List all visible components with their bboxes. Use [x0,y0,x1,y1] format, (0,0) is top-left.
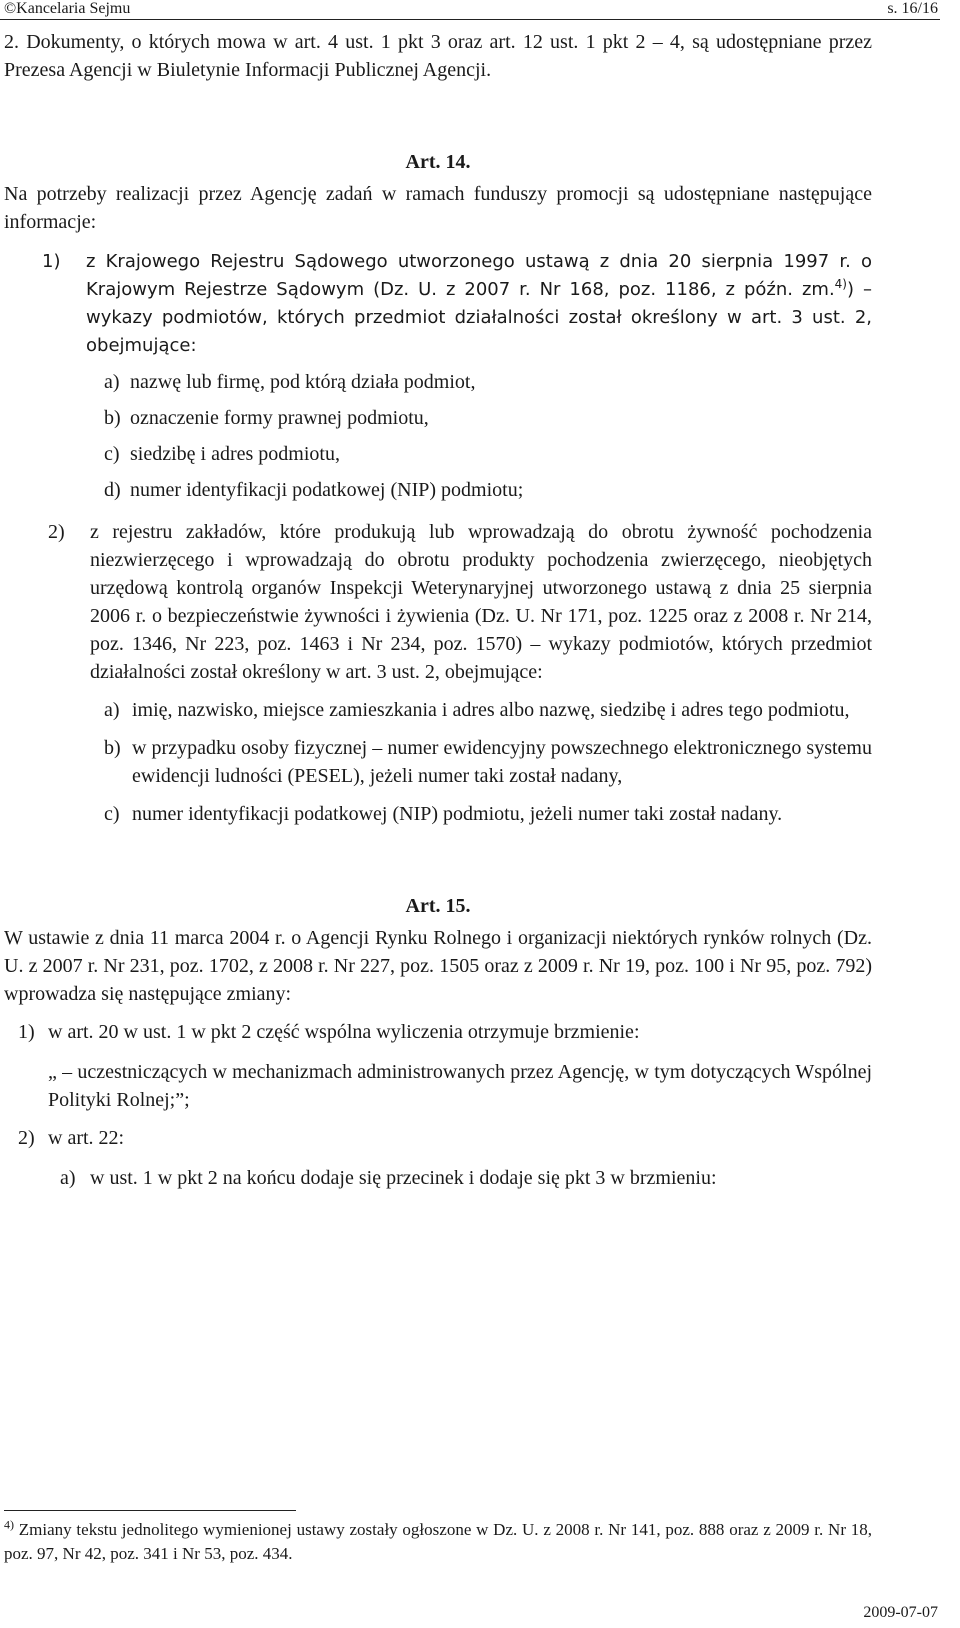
publication-date: 2009-07-07 [863,1604,938,1621]
art13-paragraph-2: 2. Dokumenty, o których mowa w art. 4 ust. 1 pkt 3 oraz art. 12 ust. 1 pkt 2 – 4, są udostępniane przez Prezesa Agencji w Biuletynie Informacji Publicznej Agencji. [4,31,872,81]
item-number: 2) [48,521,65,543]
art15-item-1-text: w art. 20 w ust. 1 w pkt 2 część wspólna wyliczenia otrzymuje brzmienie: [48,1021,640,1043]
art14-item-2 [4,518,872,686]
art14-item-1-sublist [4,368,872,512]
item-number: 1) [42,251,61,272]
sub-text: w przypadku osoby fizycznej – numer ewidencyjny powszechnego elektronicznego systemu ewidencji ludności (PESEL), jeżeli numer taki został nadany, [132,737,872,787]
sub-text: numer identyfikacji podatkowej (NIP) podmiotu; [130,479,524,501]
copyright-label: ©Kancelaria Sejmu [4,0,131,17]
list-item [4,696,872,724]
sub-number: b) [104,737,121,759]
list-item [4,404,872,440]
item-text-part-b: ) – wykazy podmiotów, których przedmiot działalności został określony w art. 3 ust. 2, obejmujące: [86,279,872,356]
sub-number: a) [104,371,120,393]
art14-item-1-text [86,248,872,360]
art15-item-2-text: w art. 22: [48,1127,125,1149]
sub-text: w ust. 1 w pkt 2 na końcu dodaje się przecinek i dodaje się pkt 3 w brzmieniu: [90,1167,717,1189]
list-item [4,476,872,512]
art14-item-1 [4,248,872,360]
art15-heading: Art. 15. [405,895,471,917]
list-item [4,734,872,790]
footnote-body: Zmiany tekstu jednolitego wymienionej ustawy zostały ogłoszone w Dz. U. z 2008 r. Nr 141, poz. 888 oraz z 2009 r. Nr 18, poz. 97, Nr 42, poz. 341 i Nr 53, poz. 434. [4,1520,873,1563]
sub-text: siedzibę i adres podmiotu, [130,443,340,465]
footnote-text [4,1518,872,1566]
art14-lead: Na potrzeby realizacji przez Agencję zadań w ramach funduszy promocji są udostępniane następujące informacje: [4,183,872,233]
list-item [4,440,872,476]
sub-number: a) [104,699,120,721]
art14-item-2-text: z rejestru zakładów, które produkują lub wprowadzają do obrotu żywność pochodzenia niezwierzęcego i wprowadzają do obrotu produkty pochodzenia zwierzęcego, nieobjętych urzędową kontrolą organów Inspekcji Weterynaryjnej utworzonego ustawą z dnia 25 sierpnia 2006 r. o bezpieczeństwie żywności i żywienia (Dz. U. Nr 171, poz. 1225 oraz z 2008 r. Nr 214, poz. 1346, Nr 223, poz. 1463 i Nr 234, poz. 1570) – wykazy podmiotów, których przedmiot działalności został określony w art. 3 ust. 2, obejmujące: [90,521,872,683]
list-item [4,368,872,404]
art14-item-2-sublist [4,696,872,828]
sub-number: a) [60,1167,76,1189]
document-body [4,28,872,1192]
page-number: s. 16/16 [887,0,938,17]
art15-item-2 [4,1124,872,1152]
list-item [4,1164,872,1192]
item-text-part-a: z Krajowego Rejestru Sądowego utworzonego ustawą z dnia 20 sierpnia 1997 r. o Krajowym Rejestrze Sądowym (Dz. U. z 2007 r. Nr 168, poz. 1186, z późn. zm. [86,251,872,300]
art15-item-1 [4,1018,872,1114]
art15-lead: W ustawie z dnia 11 marca 2004 r. o Agencji Rynku Rolnego i organizacji niektórych rynków rolnych (Dz. U. z 2007 r. Nr 231, poz. 1702, z 2008 r. Nr 227, poz. 1505 oraz z 2009 r. Nr 19, poz. 100 i Nr 95, poz. 792) wprowadza się następujące zmiany: [4,927,872,1005]
sub-text: imię, nazwisko, miejsce zamieszkania i adres albo nazwę, siedzibę i adres tego podmiotu, [132,699,850,721]
sub-text: oznaczenie formy prawnej podmiotu, [130,407,429,429]
page-header [4,0,938,18]
header-divider [0,19,940,20]
sub-text: nazwę lub firmę, pod którą działa podmiot, [130,371,476,393]
footnote [4,1518,872,1566]
art14-heading: Art. 14. [405,151,471,173]
amendment-quote: „ – uczestniczących w mechanizmach administrowanych przez Agencję, w tym dotyczących Wspólnej Polityki Rolnej;”; [48,1061,872,1111]
sub-number: b) [104,407,121,429]
footnote-divider [4,1510,296,1511]
item-number: 1) [18,1021,35,1043]
sub-text: numer identyfikacji podatkowej (NIP) podmiotu, jeżeli numer taki został nadany. [132,803,783,825]
sub-number: c) [104,443,120,465]
item-number: 2) [18,1127,35,1149]
footnote-ref: 4) [834,277,847,291]
list-item [4,800,872,828]
sub-number: d) [104,479,121,501]
footnote-mark: 4) [4,1517,14,1532]
sub-number: c) [104,803,120,825]
